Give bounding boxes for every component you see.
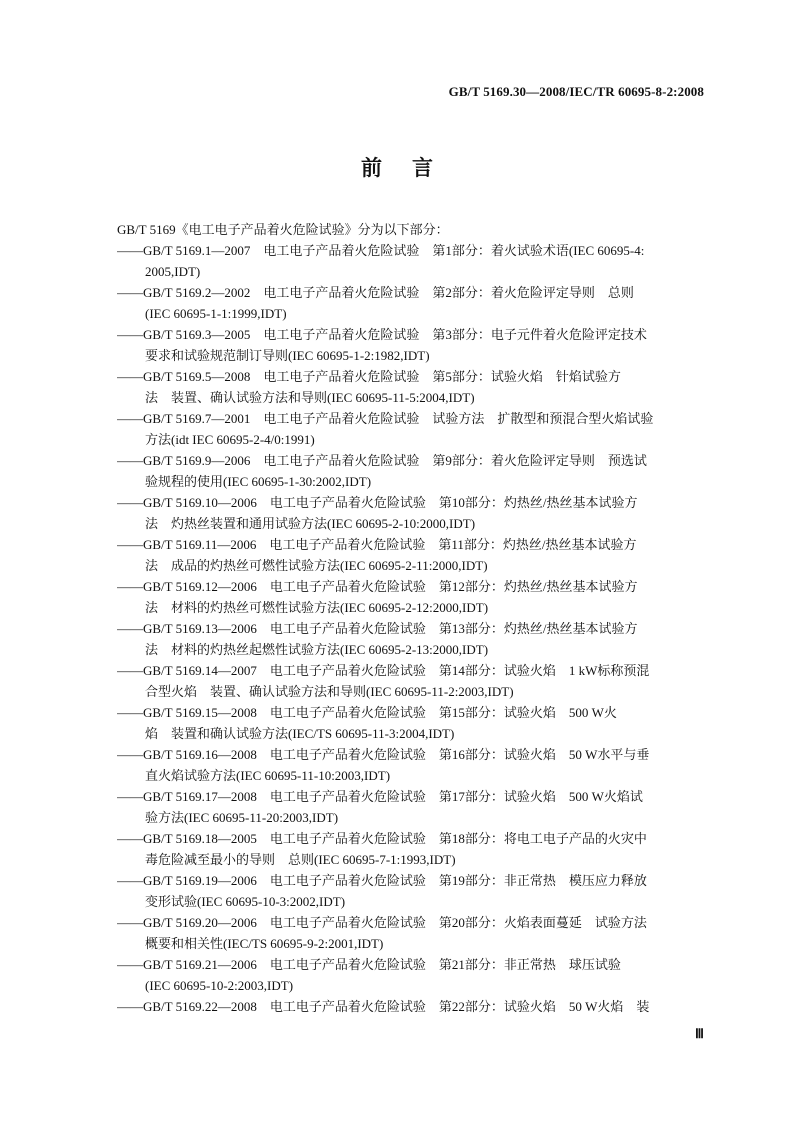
standard-entry-line1: ——GB/T 5169.2—2002 电工电子产品着火危险试验 第2部分：着火危险评定导则 总则 <box>117 285 634 300</box>
standard-entry-line1: ——GB/T 5169.9—2006 电工电子产品着火危险试验 第9部分：着火危险评定导则 预选试 <box>117 453 647 468</box>
standard-entry <box>117 828 707 870</box>
standard-entry <box>117 240 707 282</box>
standard-entry-line1: ——GB/T 5169.18—2005 电工电子产品着火危险试验 第18部分：将电工电子产品的火灾中 <box>117 831 647 846</box>
standard-entry <box>117 534 707 576</box>
standard-entry-line1: ——GB/T 5169.20—2006 电工电子产品着火危险试验 第20部分：火焰表面蔓延 试验方法 <box>117 915 647 930</box>
standard-entry <box>117 492 707 534</box>
standard-entry-line2: 方法(idt IEC 60695-2-4/0:1991) <box>145 432 315 447</box>
standard-entry-line1: ——GB/T 5169.1—2007 电工电子产品着火危险试验 第1部分：着火试验术语(IEC 60695-4: <box>117 243 645 258</box>
standard-entry-line2: 直火焰试验方法(IEC 60695-11-10:2003,IDT) <box>145 768 391 783</box>
standard-entry <box>117 408 707 450</box>
standard-entry <box>117 996 707 1017</box>
standard-entry-line2: (IEC 60695-10-2:2003,IDT) <box>145 978 294 993</box>
standard-entry-line1: ——GB/T 5169.7—2001 电工电子产品着火危险试验 试验方法 扩散型和预混合型火焰试验 <box>117 411 654 426</box>
standard-entry-line2: 法 成品的灼热丝可燃性试验方法(IEC 60695-2-11:2000,IDT) <box>145 558 488 573</box>
standard-entry <box>117 282 707 324</box>
standard-entry <box>117 786 707 828</box>
standard-entry <box>117 870 707 912</box>
standard-entry <box>117 660 707 702</box>
standard-entry-line1: ——GB/T 5169.17—2008 电工电子产品着火危险试验 第17部分：试验火焰 500 W火焰试 <box>117 789 643 804</box>
standard-entry-line2: 要求和试验规范制订导则(IEC 60695-1-2:1982,IDT) <box>145 348 430 363</box>
intro-text: GB/T 5169《电工电子产品着火危险试验》分为以下部分： <box>117 222 449 237</box>
standard-entry-line2: 法 材料的灼热丝起燃性试验方法(IEC 60695-2-13:2000,IDT) <box>145 642 489 657</box>
standard-entry <box>117 618 707 660</box>
standard-entry-line1: ——GB/T 5169.16—2008 电工电子产品着火危险试验 第16部分：试验火焰 50 W水平与垂 <box>117 747 650 762</box>
standard-entry <box>117 576 707 618</box>
standard-entry-line2: 变形试验(IEC 60695-10-3:2002,IDT) <box>145 894 346 909</box>
standard-entry <box>117 366 707 408</box>
page-title: 前言 <box>361 155 463 180</box>
standard-entry <box>117 450 707 492</box>
standard-entry-line2: 验方法(IEC 60695-11-20:2003,IDT) <box>145 810 339 825</box>
standard-entry <box>117 702 707 744</box>
standard-entry-line1: ——GB/T 5169.12—2006 电工电子产品着火危险试验 第12部分：灼热丝/热丝基本试验方 <box>117 579 638 594</box>
standard-entry <box>117 954 707 996</box>
standard-entry-line2: 法 灼热丝装置和通用试验方法(IEC 60695-2-10:2000,IDT) <box>145 516 476 531</box>
standard-entry-line1: ——GB/T 5169.11—2006 电工电子产品着火危险试验 第11部分：灼热丝/热丝基本试验方 <box>117 537 637 552</box>
standard-entry-line2: 焰 装置和确认试验方法(IEC/TS 60695-11-3:2004,IDT) <box>145 726 455 741</box>
standard-entry-line2: (IEC 60695-1-1:1999,IDT) <box>145 306 287 321</box>
standard-entry-line2: 验规程的使用(IEC 60695-1-30:2002,IDT) <box>145 474 372 489</box>
standard-entry-line2: 2005,IDT) <box>145 264 201 279</box>
page-number: Ⅲ <box>695 1026 704 1041</box>
standard-entry <box>117 912 707 954</box>
standard-entry-line1: ——GB/T 5169.13—2006 电工电子产品着火危险试验 第13部分：灼热丝/热丝基本试验方 <box>117 621 638 636</box>
standard-entry-line2: 毒危险减至最小的导则 总则(IEC 60695-7-1:1993,IDT) <box>145 852 456 867</box>
standard-entry-line1: ——GB/T 5169.14—2007 电工电子产品着火危险试验 第14部分：试验火焰 1 kW标称预混 <box>117 663 650 678</box>
standard-entry-line1: ——GB/T 5169.10—2006 电工电子产品着火危险试验 第10部分：灼热丝/热丝基本试验方 <box>117 495 638 510</box>
standard-entry-line2: 概要和相关性(IEC/TS 60695-9-2:2001,IDT) <box>145 936 384 951</box>
standard-entry-line2: 法 材料的灼热丝可燃性试验方法(IEC 60695-2-12:2000,IDT) <box>145 600 489 615</box>
standard-entry-line1: ——GB/T 5169.19—2006 电工电子产品着火危险试验 第19部分：非正常热 模压应力释放 <box>117 873 647 888</box>
standard-entry <box>117 324 707 366</box>
standard-entry-line1: ——GB/T 5169.21—2006 电工电子产品着火危险试验 第21部分：非正常热 球压试验 <box>117 957 621 972</box>
document-code-header: GB/T 5169.30—2008/IEC/TR 60695-8-2:2008 <box>448 84 704 99</box>
standard-entry-line1: ——GB/T 5169.3—2005 电工电子产品着火危险试验 第3部分：电子元件着火危险评定技术 <box>117 327 647 342</box>
standard-entry <box>117 744 707 786</box>
standard-entry-line1: ——GB/T 5169.22—2008 电工电子产品着火危险试验 第22部分：试验火焰 50 W火焰 装 <box>117 999 650 1014</box>
standards-list <box>117 240 707 1017</box>
standard-entry-line1: ——GB/T 5169.5—2008 电工电子产品着火危险试验 第5部分：试验火焰 针焰试验方 <box>117 369 621 384</box>
standard-entry-line2: 合型火焰 装置、确认试验方法和导则(IEC 60695-11-2:2003,IDT) <box>145 684 514 699</box>
standard-entry-line2: 法 装置、确认试验方法和导则(IEC 60695-11-5:2004,IDT) <box>145 390 475 405</box>
standard-entry-line1: ——GB/T 5169.15—2008 电工电子产品着火危险试验 第15部分：试验火焰 500 W火 <box>117 705 617 720</box>
